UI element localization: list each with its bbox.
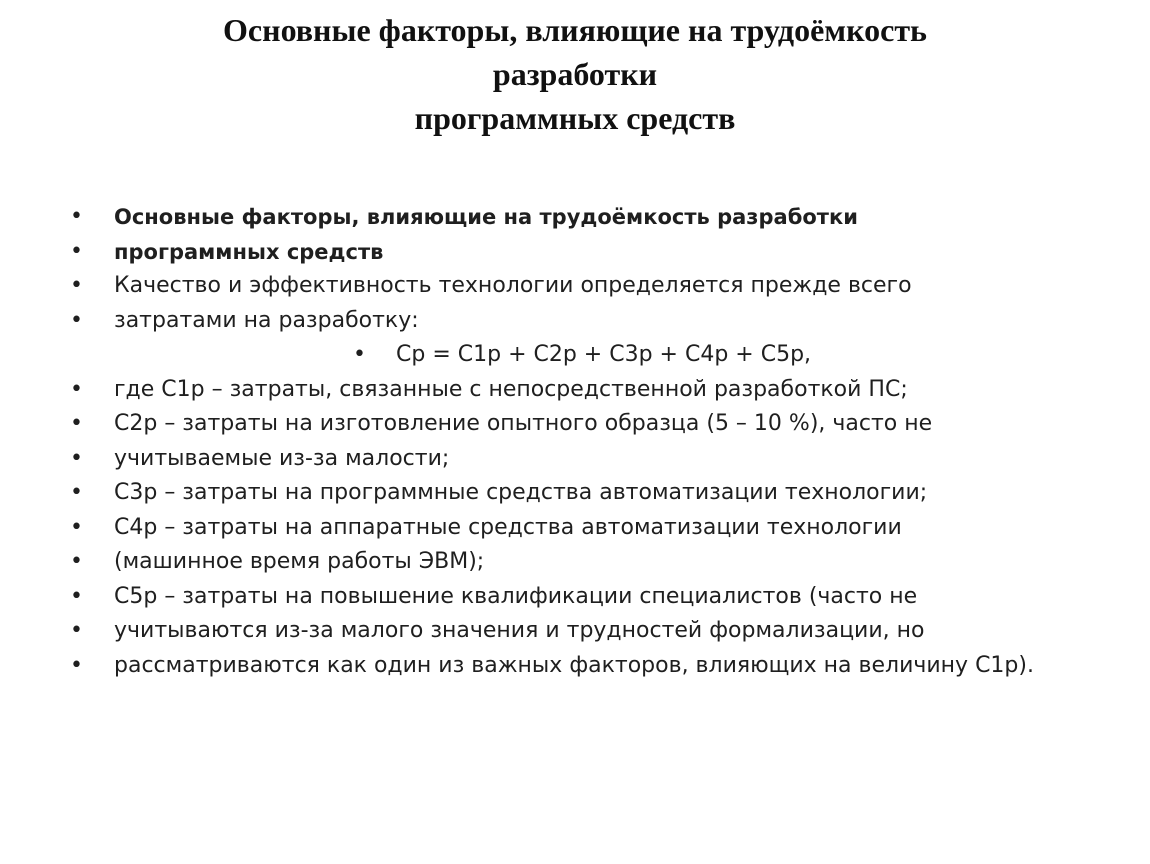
bullet-dot: • bbox=[70, 480, 83, 505]
bullet-text: Качество и эффективность технологии определяется прежде всего bbox=[114, 273, 912, 298]
bullet-text: рассматриваются как один из важных факторов, влияющих на величину С1р). bbox=[114, 652, 1034, 678]
bullet-item bbox=[0, 511, 1150, 546]
bullet-item bbox=[0, 614, 1150, 649]
bullet-text: Основные факторы, влияющие на трудоёмкость разработки bbox=[114, 205, 858, 229]
bullet-list bbox=[0, 200, 1150, 683]
bullet-text: С4р – затраты на аппаратные средства автоматизации технологии bbox=[114, 514, 902, 540]
bullet-text: (машинное время работы ЭВМ); bbox=[114, 549, 485, 574]
bullet-text: затратами на разработку: bbox=[114, 307, 419, 333]
bullet-text: С3р – затраты на программные средства автоматизации технологии; bbox=[114, 480, 928, 505]
bullet-dot: • bbox=[353, 342, 366, 367]
bullet-item bbox=[0, 200, 1150, 235]
bullet-item bbox=[0, 545, 1150, 580]
bullet-dot: • bbox=[70, 514, 83, 540]
bullet-text: учитываются из-за малого значения и трудностей формализации, но bbox=[114, 618, 925, 643]
bullet-dot: • bbox=[70, 652, 83, 678]
bullet-item bbox=[0, 476, 1150, 511]
bullet-dot: • bbox=[70, 618, 83, 643]
bullet-dot: • bbox=[70, 204, 83, 229]
bullet-item bbox=[0, 269, 1150, 304]
bullet-dot: • bbox=[70, 376, 83, 402]
bullet-text: где С1р – затраты, связанные с непосредственной разработкой ПС; bbox=[114, 376, 908, 402]
title-line-2: разработки bbox=[492, 56, 658, 92]
slide-title bbox=[0, 8, 1150, 140]
bullet-dot: • bbox=[70, 273, 83, 298]
bullet-dot: • bbox=[70, 307, 83, 333]
bullet-dot: • bbox=[70, 238, 83, 264]
bullet-item bbox=[0, 235, 1150, 270]
bullet-dot: • bbox=[70, 549, 83, 574]
bullet-item bbox=[0, 304, 1150, 339]
formula-text: Ср = С1р + С2р + С3р + С4р + С5р, bbox=[396, 342, 812, 367]
title-line-3: программных средств bbox=[414, 100, 736, 136]
bullet-dot: • bbox=[70, 411, 83, 436]
bullet-dot: • bbox=[70, 583, 83, 609]
bullet-dot: • bbox=[70, 445, 83, 471]
bullet-item bbox=[0, 442, 1150, 477]
bullet-item bbox=[0, 373, 1150, 408]
bullet-item bbox=[0, 649, 1150, 684]
bullet-text: С2р – затраты на изготовление опытного образца (5 – 10 %), часто не bbox=[114, 411, 933, 436]
bullet-text: учитываемые из-за малости; bbox=[114, 445, 450, 471]
bullet-item bbox=[0, 580, 1150, 615]
bullet-text: С5р – затраты на повышение квалификации специалистов (часто не bbox=[114, 583, 918, 609]
bullet-text: программных средств bbox=[114, 239, 384, 264]
formula-bullet-item bbox=[0, 338, 1150, 373]
bullet-item bbox=[0, 407, 1150, 442]
title-line-1: Основные факторы, влияющие на трудоёмкость bbox=[223, 12, 927, 48]
